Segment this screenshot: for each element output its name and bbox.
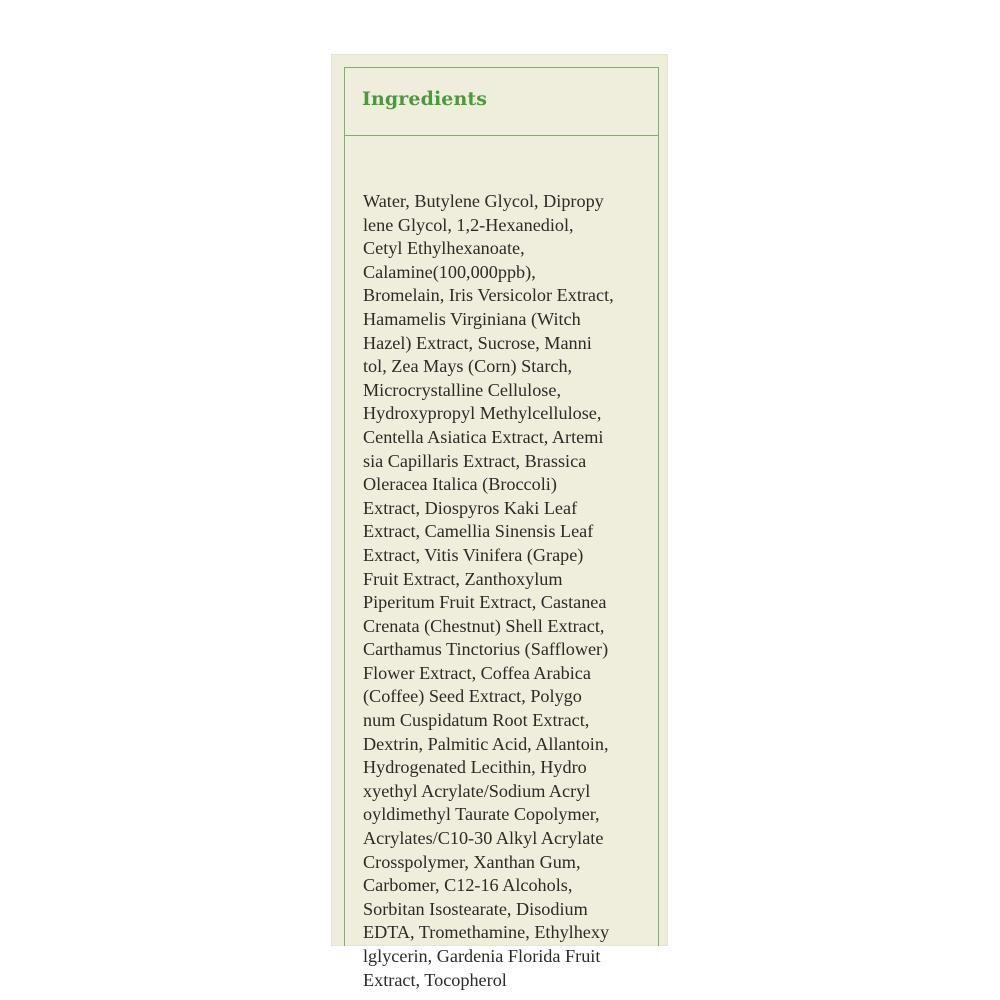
ingredients-line: Fruit Extract, Zanthoxylum [363,568,563,589]
ingredients-line: Extract, Camellia Sinensis Leaf [363,521,594,542]
ingredients-line: Centella Asiatica Extract, Artemi [363,426,604,447]
top-divider [344,67,659,68]
ingredients-line: lglycerin, Gardenia Florida Fruit [363,946,601,966]
ingredients-line: EDTA, Tromethamine, Ethylhexy [363,922,610,943]
right-border-line [658,67,659,946]
ingredients-line: oyldimethyl Taurate Copolymer, [363,804,600,825]
ingredients-line: Water, Butylene Glycol, Dipropy [363,191,604,211]
ingredients-line: Carthamus Tinctorius (Safflower) [363,639,609,660]
ingredients-line: Extract, Vitis Vinifera (Grape) [363,544,584,565]
ingredients-line: (Coffee) Seed Extract, Polygo [363,686,582,707]
ingredients-line: xyethyl Acrylate/Sodium Acryl [363,780,591,801]
ingredients-line: Acrylates/C10-30 Alkyl Acrylate [363,828,604,849]
ingredients-line: lene Glycol, 1,2-Hexanediol, [363,214,574,235]
ingredients-line: Bromelain, Iris Versicolor Extract, [363,285,614,306]
ingredients-line: Hamamelis Virginiana (Witch [363,308,581,329]
ingredients-line: Extract, Diospyros Kaki Leaf [363,497,578,518]
ingredients-line: Crosspolymer, Xanthan Gum, [363,851,581,872]
left-border-line [344,67,345,946]
ingredients-line: Sorbitan Isostearate, Disodium [363,898,588,919]
ingredients-line: Flower Extract, Coffea Arabica [363,662,591,683]
ingredients-list [363,190,614,992]
ingredients-line: Microcrystalline Cellulose, [363,379,561,400]
heading-divider [344,135,659,136]
ingredients-line: Hydrogenated Lecithin, Hydro [363,757,587,778]
ingredients-line: Carbomer, C12-16 Alcohols, [363,875,573,896]
ingredients-line: Cetyl Ethylhexanoate, [363,238,525,259]
ingredients-line: Calamine(100,000ppb), [363,261,536,282]
ingredients-line: tol, Zea Mays (Corn) Starch, [363,356,573,377]
ingredients-line: num Cuspidatum Root Extract, [363,710,590,731]
ingredients-line: Piperitum Fruit Extract, Castanea [363,592,607,613]
ingredients-line: sia Capillaris Extract, Brassica [363,450,587,471]
ingredients-line: Crenata (Chestnut) Shell Extract, [363,615,605,636]
ingredients-line: Oleracea Italica (Broccoli) [363,474,557,495]
ingredients-line: Hazel) Extract, Sucrose, Manni [363,332,592,353]
ingredients-line: Dextrin, Palmitic Acid, Allantoin, [363,733,609,754]
ingredients-line: Hydroxypropyl Methylcellulose, [363,403,602,424]
ingredients-heading: Ingredients [362,88,488,110]
ingredients-line: Extract, Tocopherol [363,969,507,990]
